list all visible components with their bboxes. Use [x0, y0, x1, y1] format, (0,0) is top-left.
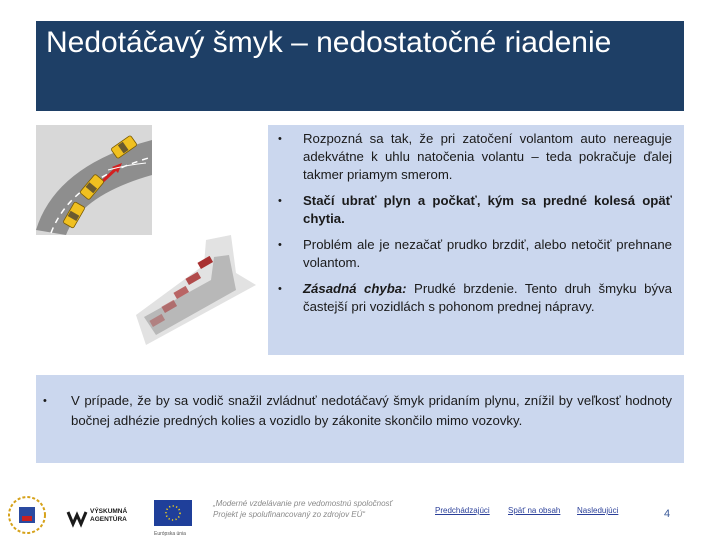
bullet-text: Prudké brzdenie. Tento druh šmyku býva častejší pri vozidlách s pohonom prednej nápravy. [303, 281, 672, 314]
lower-bullet [43, 391, 672, 431]
eu-logo [154, 500, 192, 536]
bullet-text: Problém ale je nezačať prudko brzdiť, alebo netočiť prehnane volantom. [303, 237, 672, 270]
agency-label: VÝSKUMNÁ AGENTÚRA [90, 508, 128, 523]
project-text-line2: Projekt je spolufinancovaný zo zdrojov EÚ“ [213, 510, 366, 519]
bullet-list [278, 130, 672, 316]
skid-illustration [36, 125, 268, 355]
bullet-icon: • [278, 239, 282, 251]
footer [0, 490, 720, 540]
bullet-item [278, 192, 672, 228]
bullet-icon: • [278, 133, 282, 145]
bullet-text: Rozpozná sa tak, že pri zatočení volantom auto nereaguje adekvátne k uhlu natočenia volantu – teda pokračuje ďalej takmer priamym smerom. [303, 131, 672, 182]
agency-logo [66, 506, 136, 528]
toc-link[interactable]: Späť na obsah [508, 506, 561, 515]
bullet-text: Stačí ubrať plyn a počkať, kým sa predné kolesá opäť chytia. [303, 193, 672, 226]
bullet-item [278, 236, 672, 272]
road-diagram [36, 125, 268, 355]
bullet-icon: • [278, 283, 282, 295]
project-text-line1: „Moderné vzdelávanie pre vedomostnú spoločnosť [213, 499, 393, 508]
bullet-icon: • [43, 395, 47, 407]
upper-text-panel [268, 125, 684, 355]
page-number: 4 [664, 508, 671, 520]
next-link[interactable]: Nasledujúci [577, 506, 619, 515]
bullet-item [278, 130, 672, 184]
lower-bullet-text: V prípade, že by sa vodič snažil zvládnuť nedotáčavý šmyk pridaním plynu, znížil by veľkosť hodnoty bočnej adhézie predných kolies a vozidlo by zákonite skončilo mimo vozovky. [71, 393, 672, 428]
eu-flag-icon [154, 500, 192, 526]
eu-label: Európska únia [154, 531, 186, 537]
lower-text-panel [36, 375, 684, 463]
bullet-icon: • [278, 195, 282, 207]
prev-link[interactable]: Predchádzajúci [435, 506, 490, 515]
bullet-item [278, 280, 672, 316]
slide-title: Nedotáčavý šmyk – nedostatočné riadenie [36, 21, 684, 111]
project-text [213, 498, 413, 520]
university-logo-icon [6, 494, 48, 536]
bullet-text: Zásadná chyba: [303, 281, 407, 296]
agency-logo-icon [66, 506, 88, 528]
